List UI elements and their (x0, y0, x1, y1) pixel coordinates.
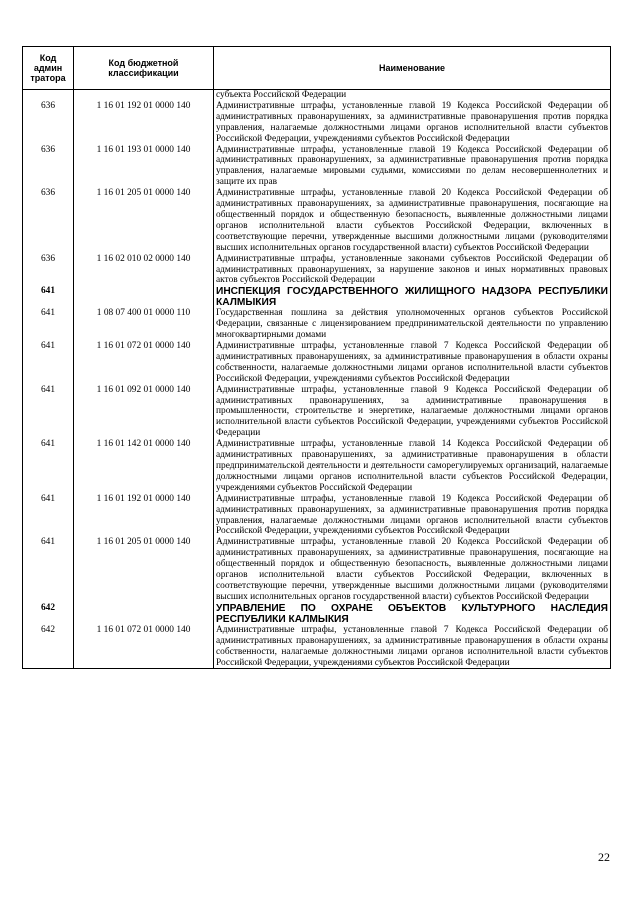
cell-admin-code: 641 (23, 308, 74, 341)
cell-budget-code: 1 16 01 142 01 0000 140 (74, 439, 214, 494)
cell-name: Административные штрафы, установленные главой 7 Кодекса Российской Федерации об административных правонарушениях, за административные правонарушения в области охраны собственности, налагаемые должностными лицами органов исполнительной власти субъектов Российской Федерации, учреждениями субъектов Российской Федерации (214, 625, 611, 669)
cell-name: Административные штрафы, установленные главой 20 Кодекса Российской Федерации об административных правонарушениях, за административные правонарушения, посягающие на общественный порядок и общественную безопасность, выявленные должностными лицами органов исполнительной власти субъектов Российской Федерации, включенных в соответствующие перечни, утвержденные высшими должностными лицами (руководителями высших исполнительных органов государственной власти) субъектов Российской Федерации (214, 188, 611, 253)
cell-admin-code: 641 (23, 286, 74, 308)
header-admin-line-3: тратора (30, 73, 66, 83)
cell-admin-code: 636 (23, 188, 74, 253)
table-row (23, 385, 611, 440)
table-row (23, 188, 611, 253)
cell-budget-code (74, 286, 214, 308)
table-row-organization (23, 286, 611, 308)
header-name: Наименование (214, 47, 611, 90)
cell-admin-code: 642 (23, 603, 74, 625)
cell-budget-code: 1 16 01 072 01 0000 140 (74, 341, 214, 385)
table-body (23, 90, 611, 669)
table-row-organization (23, 603, 611, 625)
cell-budget-code: 1 16 01 072 01 0000 140 (74, 625, 214, 669)
cell-budget-code: 1 16 01 192 01 0000 140 (74, 494, 214, 538)
header-budget-code: Код бюджетной классификации (74, 47, 214, 90)
page-number: 22 (598, 850, 610, 864)
table-row (23, 90, 611, 101)
table-header-row (23, 47, 611, 90)
table-row (23, 341, 611, 385)
table-row (23, 145, 611, 189)
budget-codes-table (22, 46, 611, 669)
header-admin-code (23, 47, 74, 90)
cell-budget-code: 1 08 07 400 01 0000 110 (74, 308, 214, 341)
cell-budget-code: 1 16 01 193 01 0000 140 (74, 145, 214, 189)
cell-name: Административные штрафы, установленные главой 19 Кодекса Российской Федерации об административных правонарушениях, за административные правонарушения против порядка управления, налагаемые должностными лицами органов исполнительной власти субъектов Российской Федерации, учреждениями субъектов Российской Федерации (214, 101, 611, 145)
table-row (23, 439, 611, 494)
cell-name: Административные штрафы, установленные главой 20 Кодекса Российской Федерации об административных правонарушениях, за административные правонарушения, посягающие на общественный порядок и общественную безопасность, выявленные должностными лицами органов исполнительной власти субъектов Российской Федерации, включенных в соответствующие перечни, утвержденные высшими должностными лицами (руководителями высших исполнительных органов государственной власти) субъектов Российской Федерации (214, 537, 611, 602)
cell-name: Административные штрафы, установленные законами субъектов Российской Федерации об административных правонарушениях, за нарушение законов и иных нормативных правовых актов субъектов Российской Федерации (214, 254, 611, 287)
cell-name: ИНСПЕКЦИЯ ГОСУДАРСТВЕННОГО ЖИЛИЩНОГО НАДЗОРА РЕСПУБЛИКИ КАЛМЫКИЯ (214, 286, 611, 308)
cell-name: Государственная пошлина за действия уполномоченных органов субъектов Российской Федерации, связанные с лицензированием предпринимательской деятельности по управлению многоквартирными домами (214, 308, 611, 341)
cell-admin-code: 641 (23, 494, 74, 538)
cell-admin-code: 641 (23, 439, 74, 494)
cell-name: Административные штрафы, установленные главой 9 Кодекса Российской Федерации об административных правонарушениях, за административные правонарушения в промышленности, строительстве и энергетике, налагаемые должностными лицами органов исполнительной власти субъектов Российской Федерации, учреждениями субъектов Российской Федерации (214, 385, 611, 440)
cell-admin-code (23, 90, 74, 101)
header-admin-line-2: админ (33, 63, 63, 73)
cell-budget-code: 1 16 02 010 02 0000 140 (74, 254, 214, 287)
cell-budget-code (74, 603, 214, 625)
cell-budget-code (74, 90, 214, 101)
table-row (23, 254, 611, 287)
cell-name: Административные штрафы, установленные главой 19 Кодекса Российской Федерации об административных правонарушениях, за административные правонарушения против порядка управления, налагаемые мировыми судьями, комиссиями по делам несовершеннолетних и защите их прав (214, 145, 611, 189)
table-row (23, 494, 611, 538)
cell-admin-code: 641 (23, 537, 74, 602)
cell-name: Административные штрафы, установленные главой 14 Кодекса Российской Федерации об административных правонарушениях, за административные правонарушения в области предпринимательской деятельности и деятельности саморегулируемых организаций, налагаемые должностными лицами органов исполнительной власти субъектов Российской Федерации, учреждениями субъектов Российской Федерации (214, 439, 611, 494)
cell-admin-code: 641 (23, 385, 74, 440)
cell-admin-code: 636 (23, 145, 74, 189)
cell-admin-code: 641 (23, 341, 74, 385)
cell-name: субъекта Российской Федерации (214, 90, 611, 101)
cell-name: Административные штрафы, установленные главой 7 Кодекса Российской Федерации об административных правонарушениях, за административные правонарушения в области охраны собственности, налагаемые должностными лицами органов исполнительной власти субъектов Российской Федерации, учреждениями субъектов Российской Федерации (214, 341, 611, 385)
cell-budget-code: 1 16 01 205 01 0000 140 (74, 188, 214, 253)
cell-admin-code: 636 (23, 254, 74, 287)
cell-admin-code: 636 (23, 101, 74, 145)
table-row (23, 537, 611, 602)
cell-name: Административные штрафы, установленные главой 19 Кодекса Российской Федерации об административных правонарушениях, за административные правонарушения против порядка управления, налагаемые должностными лицами органов исполнительной власти субъектов Российской Федерации, учреждениями субъектов Российской Федерации (214, 494, 611, 538)
cell-budget-code: 1 16 01 205 01 0000 140 (74, 537, 214, 602)
table-row (23, 625, 611, 669)
cell-budget-code: 1 16 01 192 01 0000 140 (74, 101, 214, 145)
cell-name: УПРАВЛЕНИЕ ПО ОХРАНЕ ОБЪЕКТОВ КУЛЬТУРНОГО НАСЛЕДИЯ РЕСПУБЛИКИ КАЛМЫКИЯ (214, 603, 611, 625)
cell-admin-code: 642 (23, 625, 74, 669)
table-row (23, 308, 611, 341)
table-row (23, 101, 611, 145)
header-admin-line-1: Код (39, 53, 57, 63)
cell-budget-code: 1 16 01 092 01 0000 140 (74, 385, 214, 440)
